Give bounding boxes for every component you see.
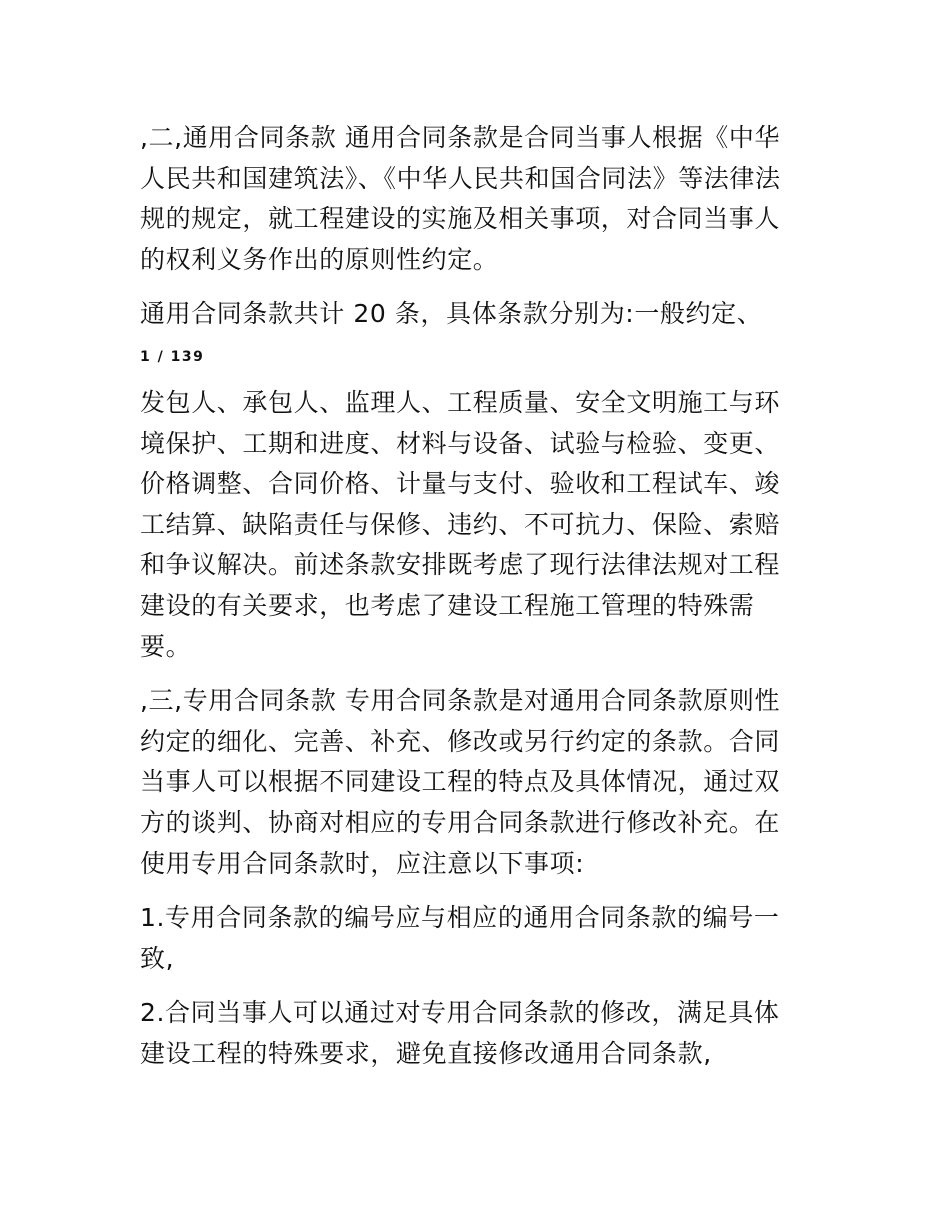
document-page — [140, 118, 800, 1074]
paragraph-special-clauses: ,三,专用合同条款 专用合同条款是对通用合同条款原则性约定的细化、完善、补充、修改或另行约定的条款。合同当事人可以根据不同建设工程的特点及具体情况，通过双方的谈判、协商对相应的专用合同条款进行修改补充。在使用专用合同条款时，应注意以下事项: — [140, 686, 781, 878]
page-number: 1 / 139 — [140, 348, 205, 365]
paragraph-clause-count: 通用合同条款共计 20 条，具体条款分别为:一般约定、 — [140, 299, 763, 329]
paragraph-clause-list: 发包人、承包人、监理人、工程质量、安全文明施工与环境保护、工期和进度、材料与设备、试验与检验、变更、价格调整、合同价格、计量与支付、验收和工程试车、竣工结算、缺陷责任与保修、违约、不可抗力、保险、索赔和争议解决。前述条款安排既考虑了现行法律法规对工程建设的有关要求，也考虑了建设工程施工管理的特殊需要。 — [140, 387, 781, 661]
paragraph-item-2: 2.合同当事人可以通过对专用合同条款的修改，满足具体建设工程的特殊要求，避免直接修改通用合同条款, — [140, 998, 780, 1068]
paragraph-general-clauses: ,二,通用合同条款 通用合同条款是合同当事人根据《中华人民共和国建筑法》、《中华人民共和国合同法》等法律法规的规定，就工程建设的实施及相关事项，对合同当事人的权利义务作出的原则性约定。 — [140, 123, 781, 274]
paragraph-item-1: 1.专用合同条款的编号应与相应的通用合同条款的编号一致, — [140, 903, 780, 973]
